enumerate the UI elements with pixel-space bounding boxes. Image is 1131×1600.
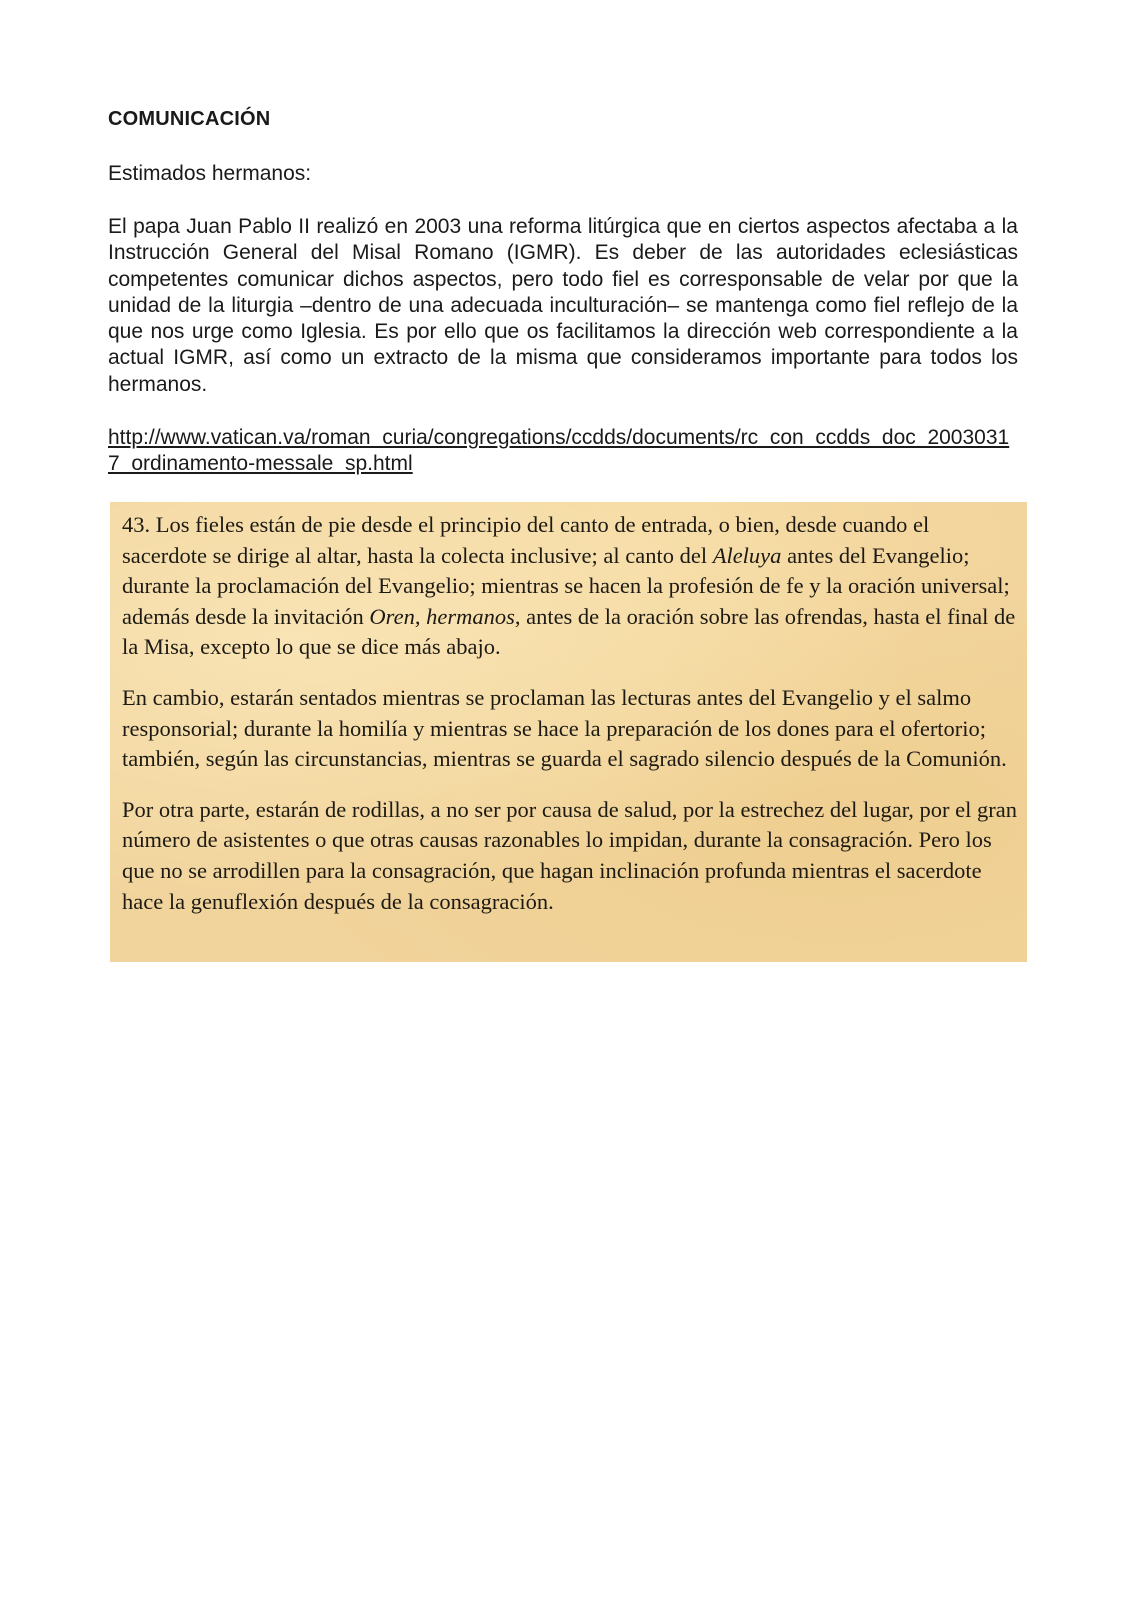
excerpt-p1-text-b: antes del Evangelio; durante la proclamación del Evangelio; mientras se hacen la profesión de fe y la oración universal; además desde la invitación xyxy=(122,542,1010,629)
excerpt-paragraph-3: Por otra parte, estarán de rodillas, a no ser por causa de salud, por la estrechez del lugar, por el gran número de asistentes o que otras causas razonables lo impidan, durante la consagración. Pero los que no se arrodillen para la consagración, que hagan inclinación profunda mientras el sacerdote hace la genuflexión después de la consagración. xyxy=(122,796,1017,914)
excerpt-p1-text-a: 43. Los fieles están de pie desde el principio del canto de entrada, o bien, desde cuando el sacerdote se dirige al altar, hasta la colecta inclusive; al canto del xyxy=(122,512,930,568)
excerpt-p1-aleluya: Aleluya xyxy=(712,542,782,568)
excerpt-p1-oren-hermanos: Oren, hermanos xyxy=(369,603,515,629)
excerpt-paragraph-1 xyxy=(122,510,1017,663)
intro-paragraph: El papa Juan Pablo II realizó en 2003 una reforma litúrgica que en ciertos aspectos afectaba a la Instrucción General del Misal Romano (IGMR). Es deber de las autoridades eclesiásticas competentes comunicar dichos aspectos, pero todo fiel es corresponsable de velar por que la unidad de la liturgia –dentro de una adecuada inculturación– se mantenga como fiel reflejo de la que nos urge como Iglesia. Es por ello que os facilitamos la dirección web correspondiente a la actual IGMR, así como un extracto de la misma que consideramos importante para todos los hermanos. xyxy=(108,215,1018,396)
page-title: COMUNICACIÓN xyxy=(108,108,271,130)
excerpt-p1-text-c: , antes de la oración sobre las ofrendas, hasta el final de la Misa, excepto lo que se dice más abajo. xyxy=(122,603,1016,660)
excerpt-paragraph-2: En cambio, estarán sentados mientras se proclaman las lecturas antes del Evangelio y el salmo responsorial; durante la homilía y mientras se hace la preparación de los dones para el ofertorio; también, según las circunstancias, mientras se guarda el sagrado silencio después de la Comunión. xyxy=(122,684,1007,772)
greeting: Estimados hermanos: xyxy=(108,162,312,185)
igmr-excerpt-box xyxy=(110,502,1027,962)
igmr-link[interactable]: http://www.vatican.va/roman_curia/congregations/ccdds/documents/rc_con_ccdds_doc_20030317_ordinamento-messale_sp.html xyxy=(108,426,1010,476)
